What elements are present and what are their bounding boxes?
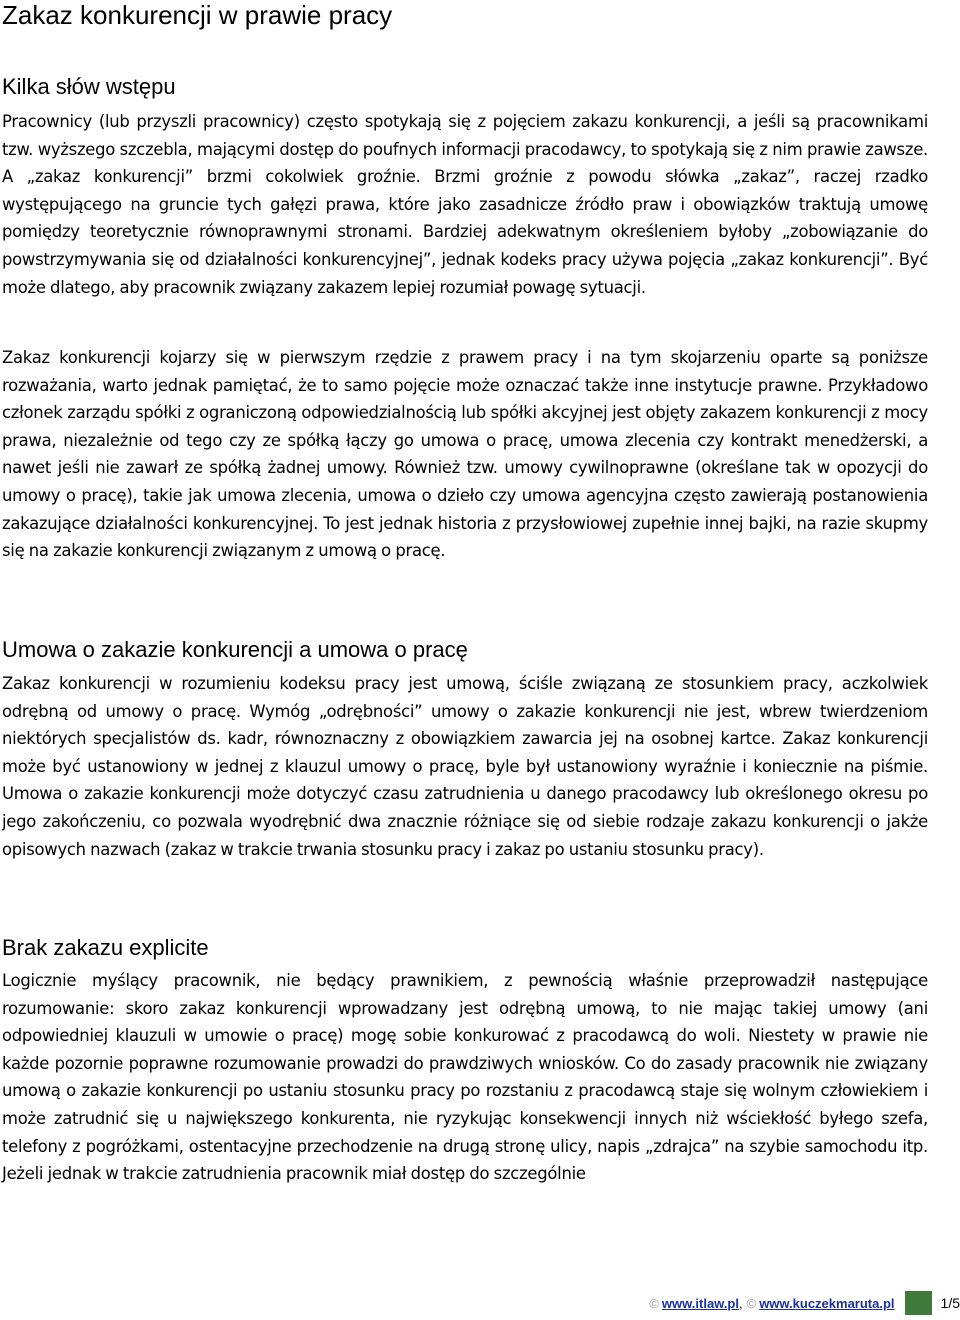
page-footer bbox=[649, 1290, 960, 1316]
copyright-icon: © bbox=[649, 1295, 659, 1311]
page-number: 1/5 bbox=[940, 1295, 960, 1311]
footer-separator: , bbox=[738, 1295, 743, 1311]
document-title: Zakaz konkurencji w prawie pracy bbox=[2, 0, 393, 30]
page-color-box bbox=[905, 1291, 932, 1315]
section-heading-intro: Kilka słów wstępu bbox=[2, 74, 176, 99]
footer-link-kuczekmaruta[interactable]: www.kuczekmaruta.pl bbox=[759, 1295, 895, 1311]
copyright-icon: © bbox=[746, 1295, 757, 1311]
paragraph-contract-1: Zakaz konkurencji w rozumieniu kodeksu pracy jest umową, ściśle związaną ze stosunkiem pracy, aczkolwiek odrębną od umowy o pracę. Wymóg „odrębności” umowy o zakazie konkurencji nie jest, wbrew twierdzeniom niektórych specjalistów ds. kadr, równoznaczny z obowiązkiem zawarcia jej na osobnej kartce. Zakaz konkurencji może być ustanowiony w jednej z klauzul umowy o pracę, byle był ustanowiony wyraźnie i koniecznie na piśmie. Umowa o zakazie konkurencji może dotyczyć czasu zatrudnienia u danego pracodawcy lub określonego okresu po jego zakończeniu, co pozwala wyodrębnić dwa znacznie różniące się od siebie rodzaje zakazu konkurencji o jakże opisowych nazwach (zakaz w trakcie trwania stosunku pracy i zakaz po ustaniu stosunku pracy). bbox=[2, 674, 928, 859]
paragraph-no-explicit-ban-1: Logicznie myślący pracownik, nie będący prawnikiem, z pewnością właśnie przeprowadził następujące rozumowanie: skoro zakaz konkurencji wprowadzany jest odrębną umową, to nie mając takiej umowy (ani odpowiedniej klauzuli w umowie o pracę) mogę sobie konkurować z pracodawcą do woli. Niestety w prawie nie każde pozornie poprawne rozumowanie prowadzi do prawdziwych wniosków. Co do zasady pracownik nie związany umową o zakazie konkurencji po ustaniu stosunku pracy po rozstaniu z pracodawcą staje się wolnym człowiekiem i może zatrudnić się u największego konkurenta, nie ryzykując konsekwencji innych niż wściekłość byłego szefa, telefony z pogróżkami, ostentacyjne przechodzenie na drugą stronę ulicy, napis „zdrajca” na szybie samochodu itp. Jeżeli jednak w trakcie zatrudnienia pracownik miał dostęp do szczególnie bbox=[2, 971, 928, 1184]
section-heading-contract: Umowa o zakazie konkurencji a umowa o pracę bbox=[2, 637, 468, 662]
paragraph-intro-2: Zakaz konkurencji kojarzy się w pierwszym rzędzie z prawem pracy i na tym skojarzeniu oparte są poniższe rozważania, warto jednak pamiętać, że to samo pojęcie może oznaczać także inne instytucje prawne. Przykładowo członek zarządu spółki z ograniczoną odpowiedzialnością lub spółki akcyjnej jest objęty zakazem konkurencji z mocy prawa, niezależnie od tego czy ze spółką łączy go umowa o pracę, umowa zlecenia czy kontrakt menedżerski, a nawet jeśli nie zawarł ze spółką żadnej umowy. Również tzw. umowy cywilnoprawne (określane tak w opozycji do umowy o pracę), takie jak umowa zlecenia, umowa o dzieło czy umowa agencyjna często zawierają postanowienia zakazujące działalności konkurencyjnej. To jest jednak historia z przysłowiowej zupełnie innej bajki, na razie skupmy się na zakazie konkurencji związanym z umową o pracę. bbox=[2, 348, 928, 561]
paragraph-intro-1: Pracownicy (lub przyszli pracownicy) często spotykają się z pojęciem zakazu konkurencji, a jeśli są pracownikami tzw. wyższego szczebla, mającymi dostęp do poufnych informacji pracodawcy, to spotykają się z nim prawie zawsze. A „zakaz konkurencji” brzmi cokolwiek groźnie. Brzmi groźnie z powodu słówka „zakaz”, raczej rzadko występującego na gruncie tych gałęzi prawa, które jako zasadnicze źródło praw i obowiązków traktują umowę pomiędzy teoretycznie równoprawnymi stronami. Bardziej adekwatnym określeniem byłoby „zobowiązanie do powstrzymywania się od działalności konkurencyjnej”, jednak kodeks pracy używa pojęcia „zakaz konkurencji”. Być może dlatego, aby pracownik związany zakazem lepiej rozumiał powagę sytuacji. bbox=[2, 112, 928, 297]
section-heading-no-explicit-ban: Brak zakazu explicite bbox=[2, 935, 209, 960]
footer-link-itlaw[interactable]: www.itlaw.pl bbox=[661, 1295, 739, 1311]
